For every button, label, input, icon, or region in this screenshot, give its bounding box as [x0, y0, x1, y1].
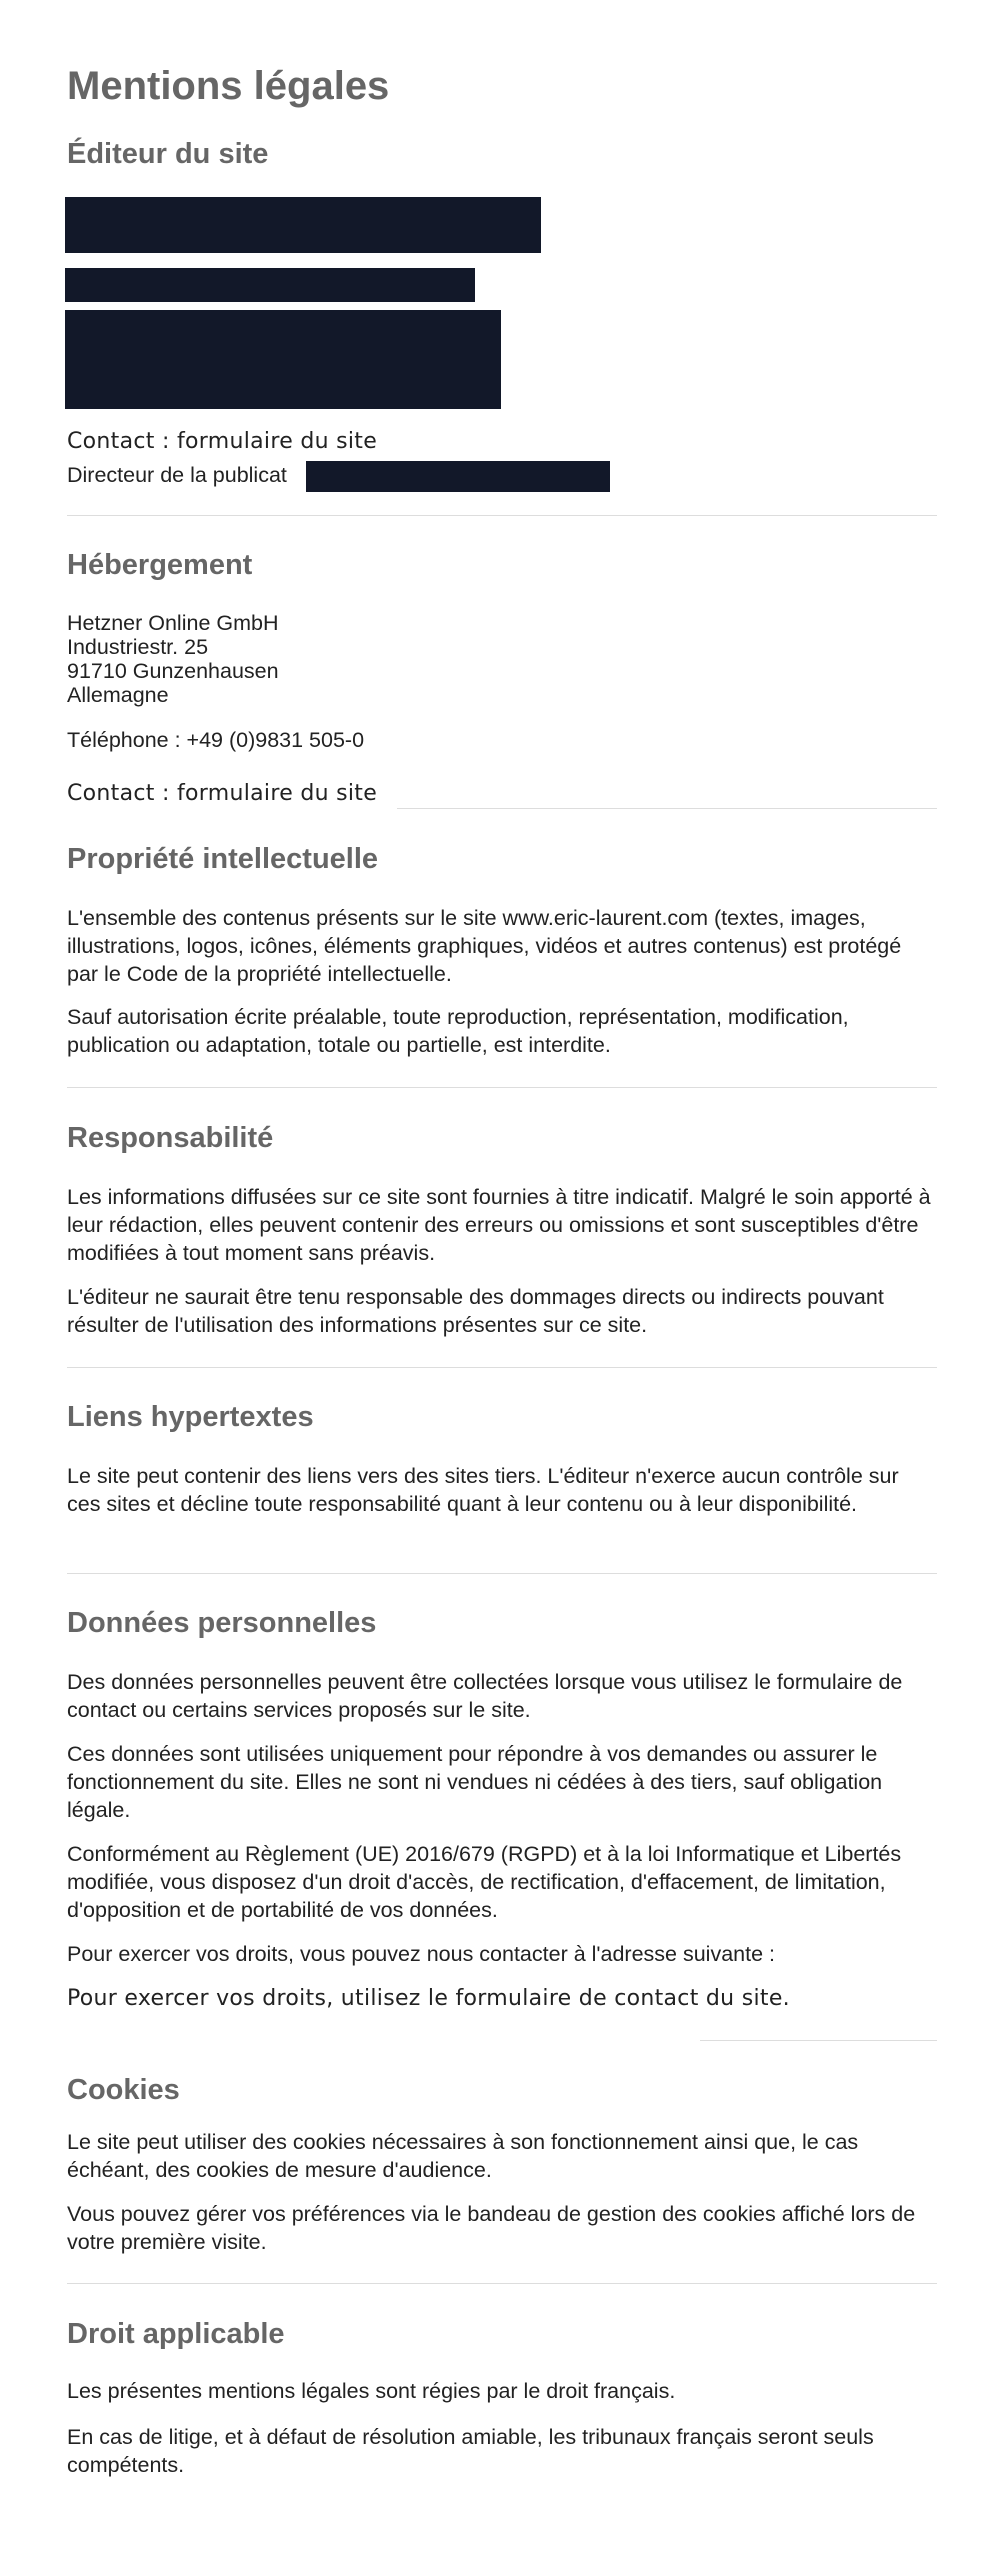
droit-paragraph-1: Les présentes mentions légales sont régies par le droit français. — [67, 2379, 676, 2403]
redacted-block — [306, 461, 610, 492]
editeur-contact: Contact : formulaire du site — [67, 429, 378, 454]
droit-paragraph-2: En cas de litige, et à défaut de résolution amiable, les tribunaux français seront seuls compétents. — [67, 2425, 874, 2477]
propriete-paragraph-1: L'ensemble des contenus présents sur le site www.eric-laurent.com (textes, images, illustrations, logos, icônes, éléments graphiques, vidéos et autres contenus) est protégé par le Code de la propriété intellectuelle. — [67, 906, 902, 986]
donnees-paragraph-5: Pour exercer vos droits, utilisez le formulaire de contact du site. — [67, 1986, 790, 2011]
section-heading-propriete: Propriété intellectuelle — [67, 843, 379, 875]
cookies-paragraph-1: Le site peut utiliser des cookies nécessaires à son fonctionnement ainsi que, le cas échéant, des cookies de mesure d'audience. — [67, 2130, 859, 2182]
responsabilite-paragraph-1: Les informations diffusées sur ce site sont fournies à titre indicatif. Malgré le soin apporté à leur rédaction, elles peuvent contenir des erreurs ou omissions et sont susceptibles d'être modifiées à tout moment sans préavis. — [67, 1185, 931, 1265]
donnees-paragraph-4: Pour exercer vos droits, vous pouvez nous contacter à l'adresse suivante : — [67, 1942, 775, 1966]
section-heading-cookies: Cookies — [67, 2074, 180, 2106]
section-heading-hebergement: Hébergement — [67, 549, 253, 581]
host-country: Allemagne — [67, 683, 169, 707]
section-divider — [67, 2283, 937, 2284]
section-heading-editeur: Éditeur du site — [67, 138, 269, 170]
propriete-paragraph-2: Sauf autorisation écrite préalable, toute reproduction, représentation, modification, publication ou adaptation, totale ou partielle, est interdite. — [67, 1005, 849, 1057]
donnees-paragraph-3: Conformément au Règlement (UE) 2016/679 (RGPD) et à la loi Informatique et Libertés modifiée, vous disposez d'un droit d'accès, de rectification, d'effacement, de limitation, d'opposition et de portabilité de vos données. — [67, 1842, 902, 1922]
section-divider — [67, 515, 937, 516]
host-address — [67, 611, 279, 707]
host-phone: Téléphone : +49 (0)9831 505-0 — [67, 728, 365, 752]
section-heading-responsabilite: Responsabilité — [67, 1122, 274, 1154]
section-divider — [67, 1573, 937, 1574]
donnees-paragraph-2: Ces données sont utilisées uniquement pour répondre à vos demandes ou assurer le fonctionnement du site. Elles ne sont ni vendues ni cédées à des tiers, sauf obligation légale. — [67, 1742, 883, 1822]
liens-paragraph-1: Le site peut contenir des liens vers des sites tiers. L'éditeur n'exerce aucun contrôle sur ces sites et décline toute responsabilité quant à leur contenu ou à leur disponibilité. — [67, 1464, 899, 1516]
host-street: Industriestr. 25 — [67, 635, 209, 659]
cookies-paragraph-2: Vous pouvez gérer vos préférences via le bandeau de gestion des cookies affiché lors de votre première visite. — [67, 2202, 916, 2254]
host-company: Hetzner Online GmbH — [67, 611, 279, 635]
donnees-paragraph-1: Des données personnelles peuvent être collectées lorsque vous utilisez le formulaire de contact ou certains services proposés sur le site. — [67, 1670, 903, 1722]
section-divider — [700, 2040, 937, 2041]
section-heading-donnees: Données personnelles — [67, 1607, 377, 1639]
section-divider — [397, 808, 937, 809]
section-heading-droit: Droit applicable — [67, 2318, 285, 2350]
editeur-directeur: Directeur de la publicat — [67, 463, 287, 487]
host-city: 91710 Gunzenhausen — [67, 659, 279, 683]
section-divider — [67, 1367, 937, 1368]
responsabilite-paragraph-2: L'éditeur ne saurait être tenu responsable des dommages directs ou indirects pouvant résulter de l'utilisation des informations présentes sur ce site. — [67, 1285, 884, 1337]
section-divider — [67, 1087, 937, 1088]
host-contact: Contact : formulaire du site — [67, 781, 378, 806]
redacted-block — [65, 197, 541, 253]
section-heading-liens: Liens hypertextes — [67, 1401, 314, 1433]
page-title: Mentions légales — [67, 64, 390, 108]
redacted-block — [65, 268, 475, 302]
redacted-block — [65, 310, 501, 409]
